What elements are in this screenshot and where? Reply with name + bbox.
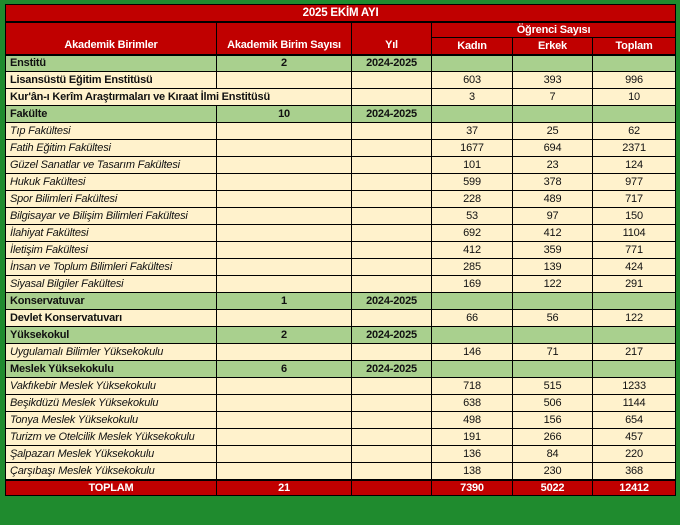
female-cell: 603 xyxy=(432,72,513,89)
name-cell: Hukuk Fakültesi xyxy=(6,174,217,191)
year-cell xyxy=(352,191,432,208)
male-cell: 84 xyxy=(513,446,593,463)
name-cell: Bilgisayar ve Bilişim Bilimleri Fakültesi xyxy=(6,208,217,225)
col-header-yil: Yıl xyxy=(352,22,432,55)
section-row xyxy=(6,361,676,378)
name-cell: Enstitü xyxy=(6,55,217,72)
count-cell xyxy=(217,225,352,242)
total-cell: 291 xyxy=(593,276,676,293)
year-cell xyxy=(352,157,432,174)
year-cell xyxy=(352,276,432,293)
count-cell xyxy=(217,429,352,446)
male-cell: 139 xyxy=(513,259,593,276)
total-total-cell: 12412 xyxy=(593,480,676,496)
male-cell: 23 xyxy=(513,157,593,174)
year-cell: 2024-2025 xyxy=(352,293,432,310)
male-cell: 156 xyxy=(513,412,593,429)
total-cell: 122 xyxy=(593,310,676,327)
year-cell xyxy=(352,72,432,89)
name-cell: Konservatuvar xyxy=(6,293,217,310)
name-cell: Vakfıkebir Meslek Yüksekokulu xyxy=(6,378,217,395)
data-row xyxy=(6,123,676,140)
data-row xyxy=(6,89,676,106)
total-cell: 220 xyxy=(593,446,676,463)
female-cell: 692 xyxy=(432,225,513,242)
female-cell: 146 xyxy=(432,344,513,361)
total-cell: 717 xyxy=(593,191,676,208)
name-cell: Devlet Konservatuvarı xyxy=(6,310,217,327)
male-cell: 230 xyxy=(513,463,593,480)
header-row-top xyxy=(6,22,676,38)
col-header-kadin: Kadın xyxy=(432,38,513,55)
year-cell xyxy=(352,242,432,259)
female-cell xyxy=(432,293,513,310)
year-cell xyxy=(352,395,432,412)
male-cell: 266 xyxy=(513,429,593,446)
female-cell: 638 xyxy=(432,395,513,412)
name-cell: İlahiyat Fakültesi xyxy=(6,225,217,242)
count-cell xyxy=(217,259,352,276)
total-cell: 368 xyxy=(593,463,676,480)
data-row xyxy=(6,429,676,446)
data-row xyxy=(6,276,676,293)
female-cell: 412 xyxy=(432,242,513,259)
name-cell: Kur'ân-ı Kerîm Araştırmaları ve Kıraat İlmi Enstitüsü xyxy=(6,89,352,106)
section-row xyxy=(6,55,676,72)
male-cell: 56 xyxy=(513,310,593,327)
female-cell: 498 xyxy=(432,412,513,429)
name-cell: Güzel Sanatlar ve Tasarım Fakültesi xyxy=(6,157,217,174)
title-row xyxy=(6,5,676,22)
count-cell: 10 xyxy=(217,106,352,123)
total-row xyxy=(6,480,676,496)
count-cell xyxy=(217,140,352,157)
count-cell xyxy=(217,463,352,480)
male-cell: 412 xyxy=(513,225,593,242)
total-cell: 1144 xyxy=(593,395,676,412)
total-cell: 457 xyxy=(593,429,676,446)
female-cell xyxy=(432,55,513,72)
count-cell xyxy=(217,344,352,361)
year-cell: 2024-2025 xyxy=(352,327,432,344)
total-cell: 654 xyxy=(593,412,676,429)
data-row xyxy=(6,140,676,157)
col-header-erkek: Erkek xyxy=(513,38,593,55)
total-cell xyxy=(593,293,676,310)
name-cell: Turizm ve Otelcilik Meslek Yüksekokulu xyxy=(6,429,217,446)
female-cell xyxy=(432,361,513,378)
data-row xyxy=(6,72,676,89)
male-cell: 71 xyxy=(513,344,593,361)
total-cell: 996 xyxy=(593,72,676,89)
data-row xyxy=(6,242,676,259)
total-cell: 62 xyxy=(593,123,676,140)
count-cell xyxy=(217,123,352,140)
total-female-cell: 7390 xyxy=(432,480,513,496)
year-cell: 2024-2025 xyxy=(352,55,432,72)
male-cell: 122 xyxy=(513,276,593,293)
name-cell: Yüksekokul xyxy=(6,327,217,344)
col-header-toplam: Toplam xyxy=(593,38,676,55)
total-cell: 1104 xyxy=(593,225,676,242)
name-cell: Tonya Meslek Yüksekokulu xyxy=(6,412,217,429)
count-cell: 2 xyxy=(217,55,352,72)
year-cell: 2024-2025 xyxy=(352,106,432,123)
total-year-cell xyxy=(352,480,432,496)
male-cell xyxy=(513,327,593,344)
section-row xyxy=(6,106,676,123)
year-cell xyxy=(352,463,432,480)
data-row xyxy=(6,157,676,174)
count-cell xyxy=(217,242,352,259)
count-cell: 6 xyxy=(217,361,352,378)
total-cell: 217 xyxy=(593,344,676,361)
count-cell xyxy=(217,174,352,191)
year-cell xyxy=(352,123,432,140)
male-cell xyxy=(513,55,593,72)
total-cell: 2371 xyxy=(593,140,676,157)
male-cell: 378 xyxy=(513,174,593,191)
female-cell: 169 xyxy=(432,276,513,293)
name-cell: Meslek Yüksekokulu xyxy=(6,361,217,378)
female-cell: 285 xyxy=(432,259,513,276)
name-cell: Beşikdüzü Meslek Yüksekokulu xyxy=(6,395,217,412)
year-cell xyxy=(352,429,432,446)
col-header-akademik-birimler: Akademik Birimler xyxy=(6,22,217,55)
total-cell xyxy=(593,327,676,344)
total-cell: 771 xyxy=(593,242,676,259)
count-cell: 2 xyxy=(217,327,352,344)
male-cell: 694 xyxy=(513,140,593,157)
count-cell: 1 xyxy=(217,293,352,310)
data-row xyxy=(6,446,676,463)
year-cell: 2024-2025 xyxy=(352,361,432,378)
male-cell: 506 xyxy=(513,395,593,412)
total-cell: 424 xyxy=(593,259,676,276)
female-cell xyxy=(432,106,513,123)
male-cell: 359 xyxy=(513,242,593,259)
male-cell: 489 xyxy=(513,191,593,208)
female-cell: 138 xyxy=(432,463,513,480)
total-label: TOPLAM xyxy=(6,480,217,496)
female-cell: 101 xyxy=(432,157,513,174)
page-title: 2025 EKİM AYI xyxy=(6,5,676,22)
total-cell: 150 xyxy=(593,208,676,225)
total-cell xyxy=(593,361,676,378)
total-cell: 124 xyxy=(593,157,676,174)
female-cell: 1677 xyxy=(432,140,513,157)
female-cell: 37 xyxy=(432,123,513,140)
name-cell: Çarşıbaşı Meslek Yüksekokulu xyxy=(6,463,217,480)
academic-units-table xyxy=(5,4,676,496)
male-cell xyxy=(513,361,593,378)
male-cell xyxy=(513,293,593,310)
year-cell xyxy=(352,225,432,242)
year-cell xyxy=(352,259,432,276)
data-row xyxy=(6,259,676,276)
count-cell xyxy=(217,310,352,327)
data-row xyxy=(6,174,676,191)
year-cell xyxy=(352,140,432,157)
female-cell xyxy=(432,327,513,344)
name-cell: Siyasal Bilgiler Fakültesi xyxy=(6,276,217,293)
male-cell: 393 xyxy=(513,72,593,89)
data-row xyxy=(6,310,676,327)
col-header-akademik-birim-sayisi: Akademik Birim Sayısı xyxy=(217,22,352,55)
female-cell: 599 xyxy=(432,174,513,191)
section-row xyxy=(6,327,676,344)
year-cell xyxy=(352,310,432,327)
section-row xyxy=(6,293,676,310)
female-cell: 228 xyxy=(432,191,513,208)
count-cell xyxy=(217,412,352,429)
male-cell xyxy=(513,106,593,123)
total-cell: 977 xyxy=(593,174,676,191)
year-cell xyxy=(352,344,432,361)
name-cell: İnsan ve Toplum Bilimleri Fakültesi xyxy=(6,259,217,276)
total-cell: 1233 xyxy=(593,378,676,395)
count-cell xyxy=(217,378,352,395)
year-cell xyxy=(352,412,432,429)
year-cell xyxy=(352,174,432,191)
year-cell xyxy=(352,446,432,463)
name-cell: Uygulamalı Bilimler Yüksekokulu xyxy=(6,344,217,361)
female-cell: 3 xyxy=(432,89,513,106)
female-cell: 136 xyxy=(432,446,513,463)
count-cell xyxy=(217,276,352,293)
count-cell xyxy=(217,191,352,208)
count-cell xyxy=(217,72,352,89)
col-header-ogrenci-sayisi: Öğrenci Sayısı xyxy=(432,22,676,38)
count-cell xyxy=(217,208,352,225)
total-cell: 10 xyxy=(593,89,676,106)
name-cell: Spor Bilimleri Fakültesi xyxy=(6,191,217,208)
name-cell: Şalpazarı Meslek Yüksekokulu xyxy=(6,446,217,463)
data-row xyxy=(6,463,676,480)
data-row xyxy=(6,378,676,395)
male-cell: 515 xyxy=(513,378,593,395)
total-cell xyxy=(593,106,676,123)
name-cell: İletişim Fakültesi xyxy=(6,242,217,259)
female-cell: 191 xyxy=(432,429,513,446)
count-cell xyxy=(217,395,352,412)
name-cell: Fakülte xyxy=(6,106,217,123)
data-row xyxy=(6,208,676,225)
male-cell: 97 xyxy=(513,208,593,225)
total-cell xyxy=(593,55,676,72)
female-cell: 66 xyxy=(432,310,513,327)
year-cell xyxy=(352,208,432,225)
data-row xyxy=(6,344,676,361)
male-cell: 7 xyxy=(513,89,593,106)
data-row xyxy=(6,225,676,242)
count-cell xyxy=(217,157,352,174)
table-body xyxy=(6,55,676,480)
name-cell: Fatih Eğitim Fakültesi xyxy=(6,140,217,157)
name-cell: Lisansüstü Eğitim Enstitüsü xyxy=(6,72,217,89)
year-cell xyxy=(352,378,432,395)
name-cell: Tıp Fakültesi xyxy=(6,123,217,140)
female-cell: 53 xyxy=(432,208,513,225)
count-cell xyxy=(217,446,352,463)
data-row xyxy=(6,191,676,208)
female-cell: 718 xyxy=(432,378,513,395)
total-male-cell: 5022 xyxy=(513,480,593,496)
data-row xyxy=(6,412,676,429)
year-cell xyxy=(352,89,432,106)
total-count-cell: 21 xyxy=(217,480,352,496)
male-cell: 25 xyxy=(513,123,593,140)
data-row xyxy=(6,395,676,412)
